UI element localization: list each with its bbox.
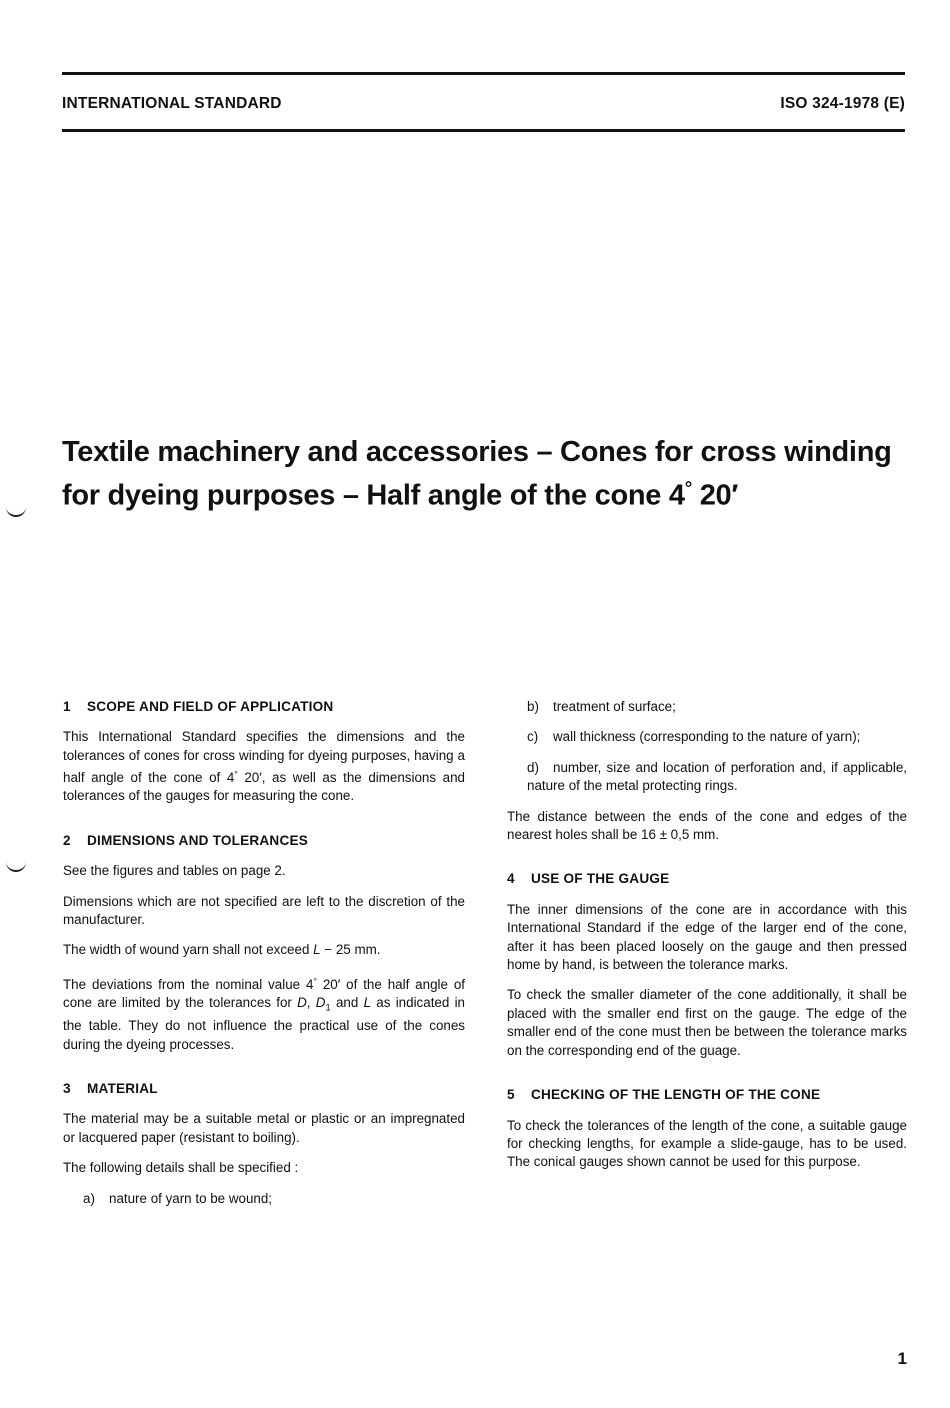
list-label: b) <box>527 699 539 714</box>
section-4-paragraph-2: To check the smaller diameter of the cone additionally, it shall be placed with the smaller end first on the gauge. The edge of the smaller end of the cone must then be between the tolerance marks on the corresponding end of the guage. <box>507 987 907 1058</box>
section-2-paragraph-3 <box>63 941 465 959</box>
section-3-heading <box>63 1080 465 1098</box>
section-number: 4 <box>507 871 515 887</box>
page-number: 1 <box>897 1349 907 1368</box>
section-number: 1 <box>63 699 71 714</box>
text: as indicated in the table. They do not influence the practical use of the cones during the dyeing processes. <box>63 995 465 1052</box>
text: This International Standard specifies the dimensions and the tolerances of cones for cross winding for dyeing purposes, having a half angle of the cone of 4 <box>63 729 465 785</box>
section-4-heading <box>507 870 907 888</box>
list-text: wall thickness (corresponding to the nature of yarn); <box>553 729 861 745</box>
section-1-paragraph <box>63 728 465 805</box>
list-label: d) <box>527 759 539 775</box>
section-5-heading <box>507 1086 907 1104</box>
text: and <box>330 995 364 1011</box>
text: , <box>306 995 316 1011</box>
section-3-paragraph-1: The material may be a suitable metal or plastic or an impregnated or lacquered paper (resistant to boiling). <box>63 1111 465 1145</box>
section-3-paragraph-3: The distance between the ends of the cone and edges of the nearest holes shall be 16 ± 0,5 mm. <box>507 808 907 843</box>
variable-L: L <box>313 942 321 958</box>
right-column <box>507 698 907 1184</box>
section-number: 2 <box>63 832 71 848</box>
section-4-paragraph-1: The inner dimensions of the cone are in accordance with this International Standard if the edge of the larger end of the cone, after it has been placed loosely on the gauge and then pressed home by hand, is between the tolerance marks. <box>507 901 907 973</box>
section-5-paragraph-1: To check the tolerances of the length of the cone, a suitable gauge for checking lengths, for example a slide-gauge, has to be used. The conical gauges shown cannot be used for this purpose. <box>507 1117 907 1170</box>
header-top-rule <box>62 72 905 75</box>
title-text: for dyeing purposes – Half angle of the cone 4 <box>62 479 685 512</box>
section-2-paragraph-4 <box>63 972 465 1054</box>
text: 20′ of the half angle of cone are limited by the tolerances for <box>63 976 465 1011</box>
standard-number: ISO 324-1978 (E) <box>780 95 905 112</box>
title-line-2 <box>62 470 922 513</box>
list-text: number, size and location of perforation and, if applicable, nature of the metal protecting rings. <box>527 759 907 794</box>
list-label: c) <box>527 729 539 745</box>
left-column <box>63 698 465 1220</box>
variable-D1: D <box>315 995 326 1011</box>
text: The deviations from the nominal value 4 <box>63 976 314 992</box>
section-1-heading <box>63 698 465 716</box>
degree-symbol: ° <box>313 975 317 986</box>
section-title: MATERIAL <box>86 1080 158 1096</box>
variable-L: L <box>363 995 372 1011</box>
section-title: DIMENSIONS AND TOLERANCES <box>86 832 308 848</box>
variable-D: D <box>297 995 307 1011</box>
list-text: treatment of surface; <box>553 699 676 714</box>
list-label: a) <box>83 1190 95 1206</box>
section-2-heading <box>63 832 465 850</box>
header-bottom-rule <box>62 129 905 132</box>
title-text: 20′ <box>691 479 739 512</box>
degree-symbol: ° <box>234 769 238 780</box>
scan-margin-mark <box>6 505 26 517</box>
section-title: USE OF THE GAUGE <box>530 871 670 887</box>
scan-margin-mark <box>6 862 26 872</box>
text: The width of wound yarn shall not exceed <box>63 942 314 958</box>
text: − 25 mm. <box>320 942 381 958</box>
section-2-paragraph-2: Dimensions which are not specified are left to the discretion of the manufacturer. <box>63 893 465 928</box>
section-2-paragraph-1: See the figures and tables on page 2. <box>63 863 286 879</box>
document-type-label: INTERNATIONAL STANDARD <box>62 95 282 112</box>
text: 20′, as well as the dimensions and tolerances of the gauges for measuring the cone. <box>63 770 465 804</box>
list-item <box>63 1190 465 1208</box>
title-line-1: Textile machinery and accessories – Cones for cross winding <box>62 436 892 468</box>
list-text: nature of yarn to be wound; <box>109 1190 273 1206</box>
section-3-paragraph-2: The following details shall be specified : <box>63 1160 299 1176</box>
degree-symbol: ° <box>684 477 692 498</box>
document-title <box>62 434 922 513</box>
list-item <box>507 759 907 796</box>
list-item <box>507 698 907 716</box>
section-number: 3 <box>63 1080 71 1096</box>
list-item <box>507 728 907 746</box>
section-title: CHECKING OF THE LENGTH OF THE CONE <box>530 1087 821 1103</box>
subscript: 1 <box>325 1002 331 1013</box>
section-number: 5 <box>507 1087 515 1103</box>
section-title: SCOPE AND FIELD OF APPLICATION <box>86 699 334 714</box>
